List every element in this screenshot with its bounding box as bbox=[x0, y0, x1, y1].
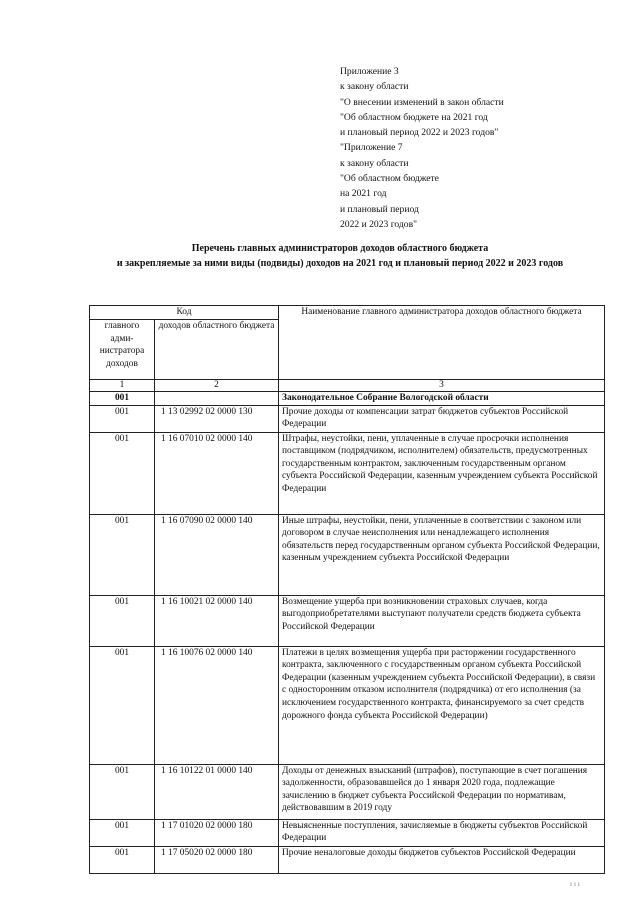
name-cell: Прочие неналоговые доходы бюджетов субъектов Российской Федерации bbox=[279, 846, 605, 873]
appendix-line: "Об областном бюджете на 2021 год bbox=[340, 111, 488, 123]
table-row bbox=[90, 846, 605, 873]
document-title-line-1: Перечень главных администраторов доходов областного бюджета bbox=[191, 243, 489, 254]
name-cell: Штрафы, неустойки, пени, уплаченные в случае просрочки исполнения поставщиком (подрядчиком, исполнителем) обязательств, предусмотренных государственным контрактом, заключенным государственным органом субъекта Российской Федерации, казенным учреждением субъекта Российской Федерации bbox=[279, 432, 605, 514]
table-row bbox=[90, 514, 605, 595]
income-code-cell: 1 17 05020 02 0000 180 bbox=[155, 846, 279, 873]
name-cell: Платежи в целях возмещения ущерба при расторжении государственного контракта, заключенного с государственным органом субъекта Российской Федерации (казенным учреждением субъекта Российской Федерации), в связи с односторонним отказом исполнителя (подрядчика) от его исполнения (за исключением государственного контракта, финансируемого за счет средств дорожного фонда субъекта Российской Федерации) bbox=[279, 646, 605, 764]
table-row bbox=[90, 646, 605, 764]
appendix-line: 2022 и 2023 годов" bbox=[340, 218, 418, 230]
appendix-line: "Об областном бюджете bbox=[340, 173, 439, 185]
appendix-line: на 2021 год bbox=[340, 188, 387, 200]
header-name: Наименование главного администратора доходов областного бюджета bbox=[279, 306, 605, 380]
income-code-cell bbox=[155, 392, 279, 406]
administrators-table bbox=[89, 305, 605, 874]
name-cell: Возмещение ущерба при возникновении страховых случаев, когда выгодоприобретателями выступают получатели средств бюджета субъекта Российской Федерации bbox=[279, 595, 605, 646]
header-admin-code: главного адми-нистратора доходов bbox=[90, 320, 155, 380]
table-row bbox=[90, 595, 605, 646]
table-row bbox=[90, 405, 605, 432]
name-cell: Иные штрафы, неустойки, пени, уплаченные в соответствии с законом или договором в случае неисполнения или ненадлежащего исполнения обязательств перед государственным органом субъекта Российской Федерации, казенным учреждением субъекта Российской Федерации bbox=[279, 514, 605, 595]
table-row bbox=[90, 819, 605, 846]
table-header-row bbox=[90, 306, 605, 320]
income-code-cell: 1 16 10122 01 0000 140 bbox=[155, 764, 279, 819]
admin-code-cell: 001 bbox=[90, 392, 155, 406]
page-mark: ııı bbox=[570, 880, 582, 888]
income-code-cell: 1 16 10076 02 0000 140 bbox=[155, 646, 279, 764]
appendix-line: и плановый период bbox=[340, 203, 419, 215]
document-title-line-2: и закрепляемые за ними виды (подвиды) доходов на 2021 год и плановый период 2022 и 2023 годов bbox=[116, 258, 564, 269]
income-code-cell: 1 16 07090 02 0000 140 bbox=[155, 514, 279, 595]
admin-code-cell: 001 bbox=[90, 846, 155, 873]
income-code-cell: 1 17 01020 02 0000 180 bbox=[155, 819, 279, 846]
column-number: 1 bbox=[90, 380, 155, 392]
admin-code-cell: 001 bbox=[90, 432, 155, 514]
admin-code-cell: 001 bbox=[90, 405, 155, 432]
admin-code-cell: 001 bbox=[90, 514, 155, 595]
income-code-cell: 1 16 10021 02 0000 140 bbox=[155, 595, 279, 646]
appendix-line: Приложение 3 bbox=[340, 66, 399, 77]
admin-code-cell: 001 bbox=[90, 595, 155, 646]
admin-code-cell: 001 bbox=[90, 764, 155, 819]
admin-code-cell: 001 bbox=[90, 819, 155, 846]
column-number: 2 bbox=[155, 380, 279, 392]
name-cell: Доходы от денежных взысканий (штрафов), поступающие в счет погашения задолженности, образовавшейся до 1 января 2020 года, подлежащие зачислению в бюджет субъекта Российской Федерации по нормативам, действовавшим в 2019 году bbox=[279, 764, 605, 819]
table-row bbox=[90, 764, 605, 819]
income-code-cell: 1 13 02992 02 0000 130 bbox=[155, 405, 279, 432]
header-income-code: доходов областного бюджета bbox=[155, 320, 279, 380]
appendix-line: "О внесении изменений в закон области bbox=[340, 96, 504, 108]
appendix-line: и плановый период 2022 и 2023 годов" bbox=[340, 127, 499, 139]
name-cell: Прочие доходы от компенсации затрат бюджетов субъектов Российской Федерации bbox=[279, 405, 605, 432]
admin-code-cell: 001 bbox=[90, 646, 155, 764]
appendix-block bbox=[340, 64, 620, 232]
appendix-line: к закону области bbox=[340, 81, 409, 93]
header-code: Код bbox=[90, 306, 279, 320]
name-cell: Законодательное Собрание Вологодской области bbox=[279, 392, 605, 406]
column-number-row bbox=[90, 380, 605, 392]
income-code-cell: 1 16 07010 02 0000 140 bbox=[155, 432, 279, 514]
column-number: 3 bbox=[279, 380, 605, 392]
table-row bbox=[90, 392, 605, 406]
appendix-line: к закону области bbox=[340, 157, 409, 169]
table-row bbox=[90, 432, 605, 514]
name-cell: Невыясненные поступления, зачисляемые в бюджеты субъектов Российской Федерации bbox=[279, 819, 605, 846]
appendix-line: "Приложение 7 bbox=[340, 142, 403, 154]
